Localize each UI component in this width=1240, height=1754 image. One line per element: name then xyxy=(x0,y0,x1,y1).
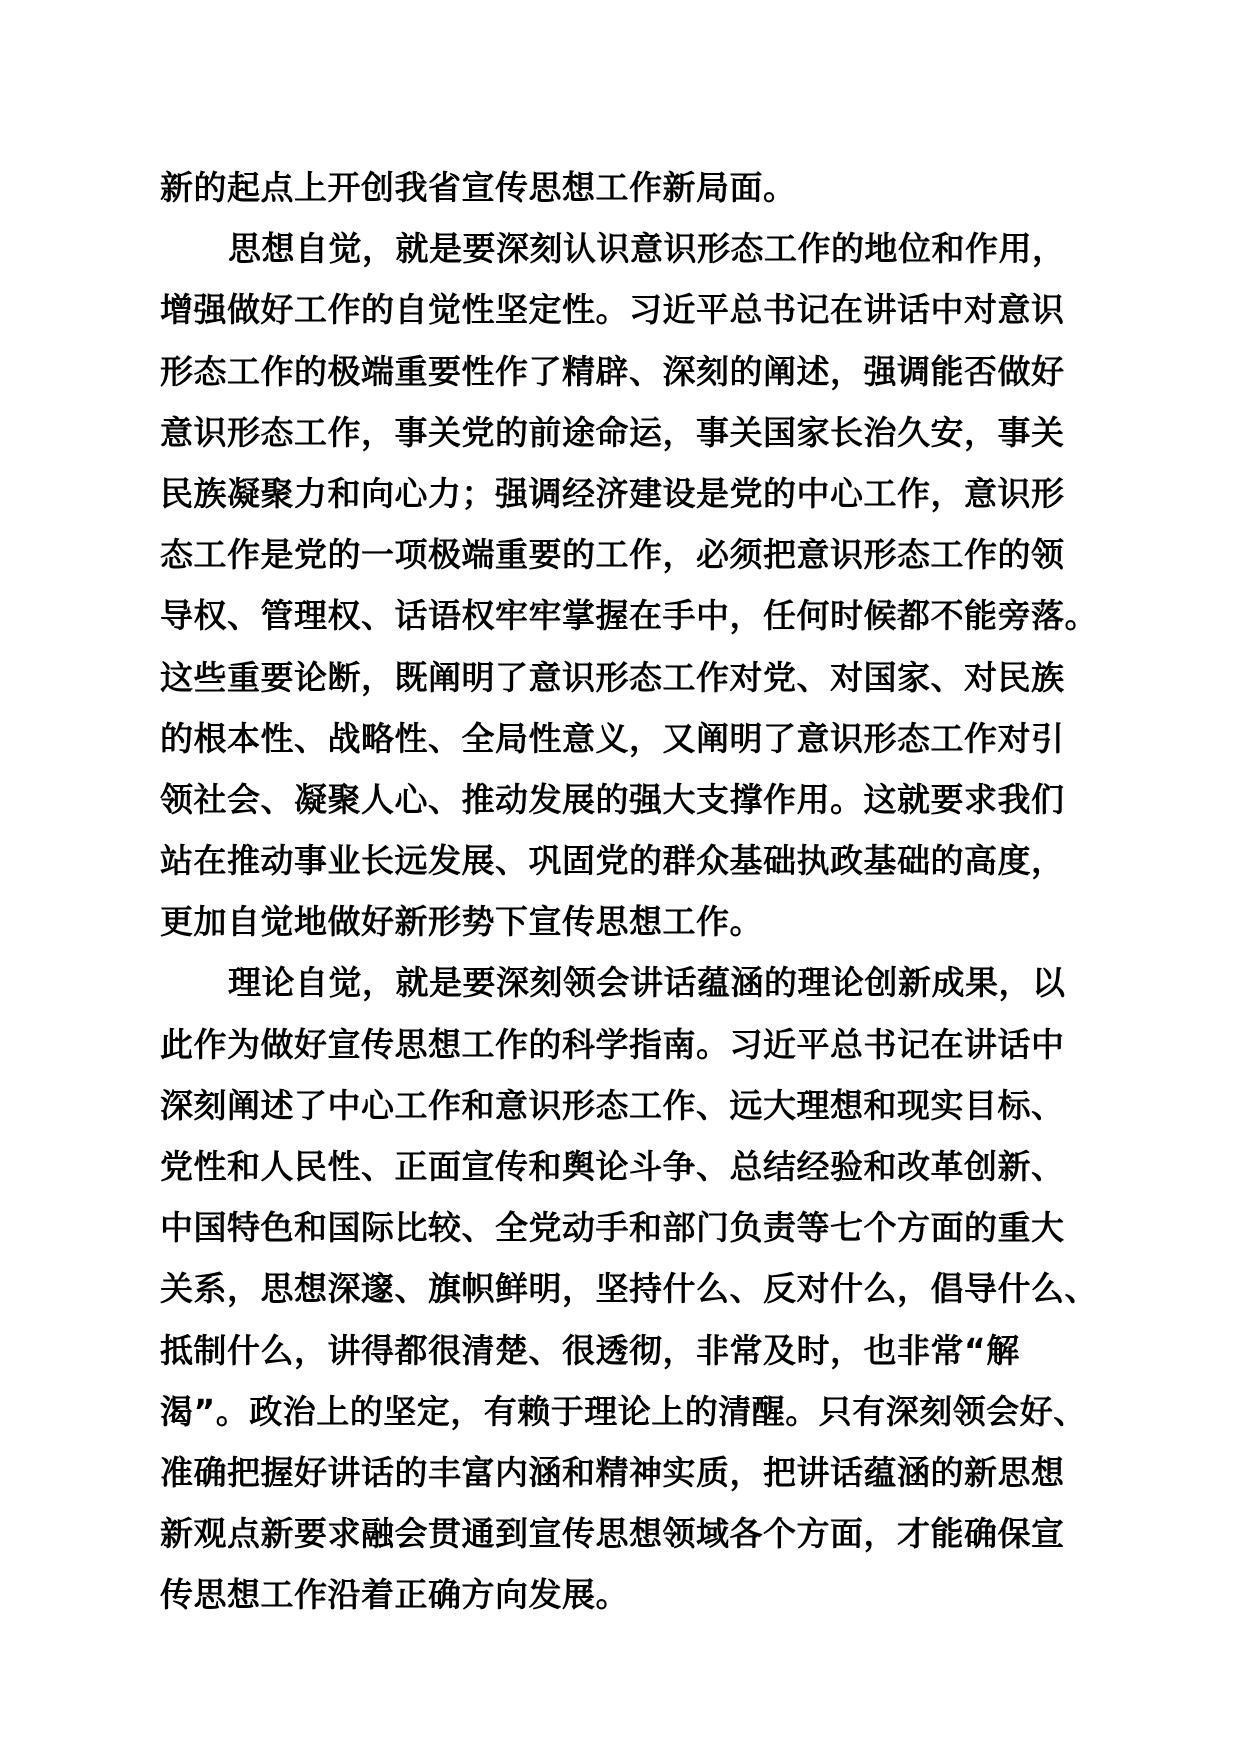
text-line: 渴”。政治上的坚定，有赖于理论上的清醒。只有深刻领会好、 xyxy=(160,1391,1087,1431)
text-line: 的根本性、战略性、全局性意义，又阐明了意识形态工作对引 xyxy=(160,718,1065,758)
paragraph-start-line: 理论自觉，就是要深刻领会讲话蕴涵的理论创新成果，以 xyxy=(228,963,1066,1003)
text-line: 深刻阐述了中心工作和意识形态工作、远大理想和现实目标、 xyxy=(160,1085,1065,1125)
text-line: 领社会、凝聚人心、推动发展的强大支撑作用。这就要求我们 xyxy=(160,779,1065,819)
text-line: 更加自觉地做好新形势下宣传思想工作。 xyxy=(160,902,763,942)
text-line: 导权、管理权、话语权牢牢掌握在手中，任何时候都不能旁落。 xyxy=(160,596,1098,636)
text-line: 新的起点上开创我省宣传思想工作新局面。 xyxy=(160,168,797,207)
text-line: 态工作是党的一项极端重要的工作，必须把意识形态工作的领 xyxy=(160,535,1065,575)
text-line: 新观点新要求融会贯通到宣传思想领域各个方面，才能确保宣 xyxy=(160,1514,1065,1554)
text-line: 抵制什么，讲得都很清楚、很透彻，非常及时，也非常“解 xyxy=(160,1330,1020,1370)
text-line: 意识形态工作，事关党的前途命运，事关国家长治久安，事关 xyxy=(160,412,1065,452)
text-line: 中国特色和国际比较、全党动手和部门负责等七个方面的重大 xyxy=(160,1208,1065,1248)
text-line: 增强做好工作的自觉性坚定性。习近平总书记在讲话中对意识 xyxy=(160,290,1065,330)
text-line: 民族凝聚力和向心力；强调经济建设是党的中心工作，意识形 xyxy=(160,473,1065,513)
text-line: 准确把握好讲话的丰富内涵和精神实质，把讲话蕴涵的新思想 xyxy=(160,1452,1065,1492)
text-line: 传思想工作沿着正确方向发展。 xyxy=(160,1575,629,1615)
paragraph-start-line: 思想自觉，就是要深刻认识意识形态工作的地位和作用， xyxy=(228,229,1066,269)
text-line: 党性和人民性、正面宣传和舆论斗争、总结经验和改革创新、 xyxy=(160,1147,1065,1186)
text-line: 形态工作的极端重要性作了精辟、深刻的阐述，强调能否做好 xyxy=(160,351,1065,391)
text-line: 此作为做好宣传思想工作的科学指南。习近平总书记在讲话中 xyxy=(160,1024,1065,1064)
document-body xyxy=(160,157,1098,1626)
text-line: 这些重要论断，既阐明了意识形态工作对党、对国家、对民族 xyxy=(160,657,1065,697)
text-line: 站在推动事业长远发展、巩固党的群众基础执政基础的高度， xyxy=(160,841,1065,881)
text-line: 关系，思想深邃、旗帜鲜明，坚持什么、反对什么，倡导什么、 xyxy=(160,1269,1098,1309)
